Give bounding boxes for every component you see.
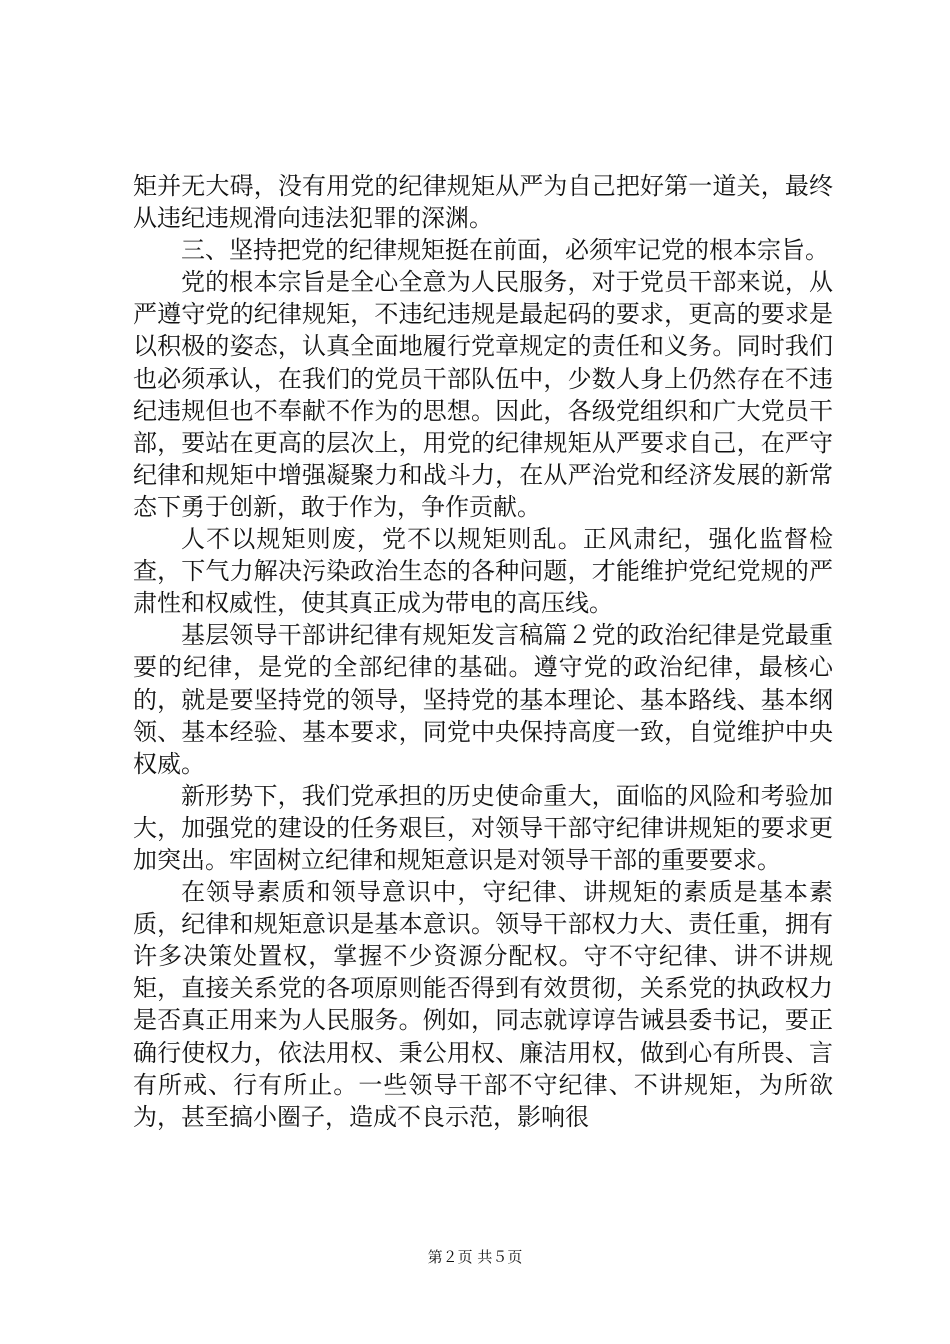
paragraph-continued: 矩并无大碍，没有用党的纪律规矩从严为自己把好第一道关，最终从违纪违规滑向违法犯罪的深渊。 <box>133 172 833 233</box>
document-body <box>133 170 833 1133</box>
paragraph: 在领导素质和领导意识中，守纪律、讲规矩的素质是基本素质，纪律和规矩意识是基本意识。领导干部权力大、责任重，拥有许多决策处置权，掌握不少资源分配权。守不守纪律、讲不讲规矩，直接关系党的各项原则能否得到有效贯彻，关系党的执政权力是否真正用来为人民服务。例如，同志就谆谆告诫县委书记，要正确行使权力，依法用权、秉公用权、廉洁用权，做到心有所畏、言有所戒、行有所止。一些领导干部不守纪律、不讲规矩，为所欲为，甚至搞小圈子，造成不良示范，影响很 <box>133 878 833 1131</box>
paragraph: 基层领导干部讲纪律有规矩发言稿篇２党的政治纪律是党最重要的纪律，是党的全部纪律的基础。遵守党的政治纪律，最核心的，就是要坚持党的领导，坚持党的基本理论、基本路线、基本纲领、基本经验、基本要求，同党中央保持高度一致，自觉维护中央权威。 <box>133 621 833 778</box>
paragraph-section-heading: 三、坚持把党的纪律规矩挺在前面，必须牢记党的根本宗旨。 <box>181 236 829 265</box>
paragraph: 党的根本宗旨是全心全意为人民服务，对于党员干部来说，从严遵守党的纪律规矩，不违纪违规是最起码的要求，更高的要求是以积极的姿态，认真全面地履行党章规定的责任和义务。同时我们也必须承认，在我们的党员干部队伍中，少数人身上仍然存在不违纪违规但也不奉献不作为的思想。因此，各级党组织和广大党员干部，要站在更高的层次上，用党的纪律规矩从严要求自己，在严守纪律和规矩中增强凝聚力和战斗力，在从严治党和经济发展的新常态下勇于创新，敢于作为，争作贡献。 <box>133 268 833 521</box>
paragraph: 人不以规矩则废，党不以规矩则乱。正风肃纪，强化监督检查，下气力解决污染政治生态的各种问题，才能维护党纪党规的严肃性和权威性，使其真正成为带电的高压线。 <box>133 525 833 618</box>
paragraph: 新形势下，我们党承担的历史使命重大，面临的风险和考验加大，加强党的建设的任务艰巨，对领导干部守纪律讲规矩的要求更加突出。牢固树立纪律和规矩意识是对领导干部的重要要求。 <box>133 781 833 874</box>
page-number-footer: 第２页 共５页 <box>427 1248 523 1266</box>
